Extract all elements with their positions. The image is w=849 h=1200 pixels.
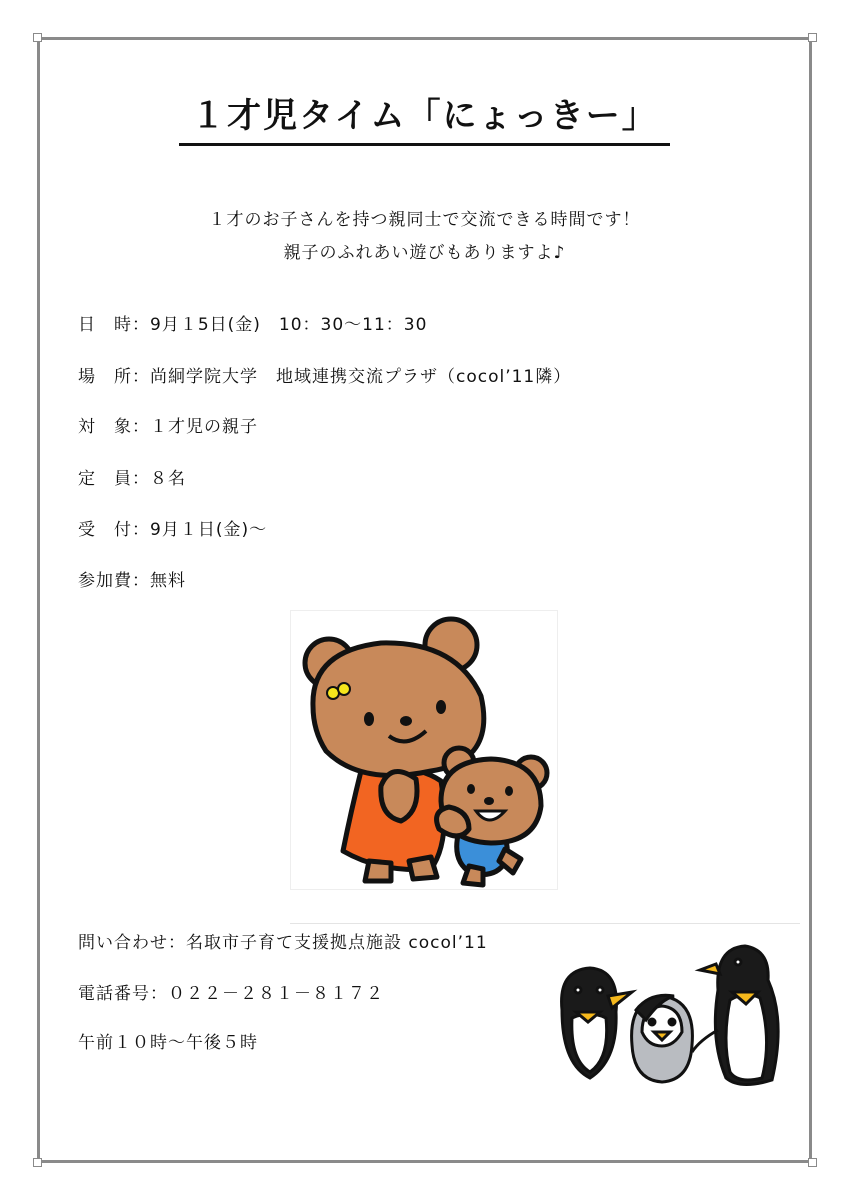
intro-line-1: １才のお子さんを持つ親同士で交流できる時間です！: [208, 210, 641, 230]
detail-capacity: [78, 464, 186, 489]
penguin-icon: [550, 940, 795, 1088]
detail-target: [78, 412, 258, 437]
contact-inquiry: 問い合わせ：名取市子育て支援拠点施設 cocol’11: [78, 933, 488, 953]
border-corner: [808, 1158, 817, 1167]
detail-value: 9月１日(金)～: [150, 520, 268, 540]
border-corner: [33, 33, 42, 42]
detail-label: 場 所：: [78, 367, 150, 387]
detail-datetime: [78, 310, 427, 335]
detail-value: 9月１5日(金) 10：30～11：30: [150, 315, 428, 335]
penguin-family-illustration: [550, 940, 795, 1088]
border-corner: [33, 1158, 42, 1167]
title-block: [0, 88, 849, 146]
bear-parent-child-illustration: [290, 610, 558, 890]
detail-place: [78, 362, 571, 387]
intro-line-2: 親子のふれあい遊びもありますよ♪: [283, 243, 566, 263]
contact-phone: 電話番号：０２２－２８１－８１７２: [78, 984, 384, 1004]
detail-value: 尚絅学院大学 地域連携交流プラザ（cocol’11隣）: [150, 367, 572, 387]
detail-label: 受 付：: [78, 520, 150, 540]
divider: [290, 923, 800, 924]
page-title: １才児タイム「にょっきー」: [179, 88, 670, 146]
bear-icon: [291, 611, 557, 889]
detail-label: 参加費：: [78, 571, 150, 591]
border-corner: [808, 33, 817, 42]
contact-hours: 午前１０時～午後５時: [78, 1033, 258, 1053]
detail-fee: [78, 566, 186, 591]
detail-value: ８名: [150, 469, 186, 489]
detail-reception: [78, 515, 267, 540]
detail-value: １才児の親子: [150, 417, 258, 437]
detail-label: 定 員：: [78, 469, 150, 489]
detail-value: 無料: [150, 571, 186, 591]
detail-label: 対 象：: [78, 417, 150, 437]
detail-label: 日 時：: [78, 315, 150, 335]
